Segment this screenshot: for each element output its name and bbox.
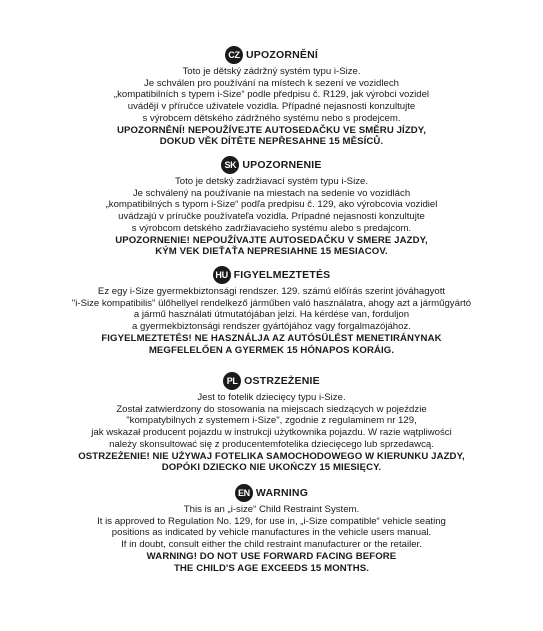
- body-line: s výrobcom detského zadržiavacieho systému alebo s predajcom.: [131, 222, 412, 234]
- warning-line: WARNING! DO NOT USE FORWARD FACING BEFORE: [146, 550, 397, 562]
- warning-line: KÝM VEK DIEŤAŤA NEPRESIAHNE 15 MESIACOV.: [155, 246, 388, 258]
- section-title: OSTRZEŻENIE: [244, 375, 320, 387]
- warning-line: MEGFELELŐEN A GYERMEK 15 HÓNAPOS KORÁIG.: [148, 344, 395, 356]
- language-badge-icon: EN: [235, 484, 253, 502]
- body-line: positions as indicated by vehicle manufactures in the vehicle users manual.: [111, 527, 432, 539]
- language-badge-icon: SK: [221, 156, 239, 174]
- body-line: a gyermekbiztonsági rendszer gyártójához vagy forgalmazójához.: [132, 321, 411, 333]
- body-line: należy skonsultować się z producentemfotelika dziecięcego lub sprzedawcą.: [109, 438, 434, 450]
- section-header: [0, 154, 543, 176]
- warning-line: OSTRZEŻENIE! NIE UŻYWAJ FOTELIKA SAMOCHODOWEGO W KIERUNKU JAZDY,: [78, 450, 465, 462]
- body-line: If in doubt, consult either the child restraint manufacturer or the retailer.: [121, 539, 422, 551]
- warning-line: THE CHILD'S AGE EXCEEDS 15 MONTHS.: [173, 562, 370, 574]
- body-line: uvádzajú v príručke používateľa vozidla. Prípadné nejasnosti konzultujte: [118, 211, 425, 223]
- body-line: This is an „i-size“ Child Restraint System.: [183, 504, 360, 515]
- body-line: Jest to fotelik dziecięcy typu i-Size.: [197, 392, 346, 403]
- warning-line: DOPÓKI DZIECKO NIE UKOŃCZY 15 MIESIĘCY.: [161, 462, 382, 474]
- language-badge-icon: HU: [213, 266, 231, 284]
- section-header: [0, 370, 543, 392]
- warning-section-hu: [0, 264, 543, 356]
- body-line: Je schválen pro používání na místech k sezení ve vozidlech: [144, 77, 399, 89]
- warning-line: UPOZORNENIE! NEPOUŽÍVAJTE AUTOSEDAČKU V SMERE JAZDY,: [115, 234, 428, 246]
- body-line: „kompatibilných s typom i-Size“ podľa predpisu č. 129, ako výrobcovia vozidiel: [105, 199, 438, 211]
- body-line: Ez egy i-Size gyermekbiztonsági rendszer. 129. számú előírás szerint jóváhagyott: [97, 286, 446, 297]
- section-title: UPOZORNENIE: [242, 159, 322, 171]
- body-line: s výrobcem dětského zádržného systému nebo s prodejcem.: [142, 112, 401, 124]
- warning-section-cz: [0, 44, 543, 148]
- language-badge-icon: PL: [223, 372, 241, 390]
- warning-line: DOKUD VĚK DÍTĚTE NEPŘESAHNE 15 MĚSÍCŮ.: [159, 136, 384, 148]
- body-line: jak wskazał producent pojazdu w instrukcji użytkownika pojazdu. W razie wątpliwości: [91, 427, 452, 439]
- body-line: Toto je dětský zádržný systém typu i-Size.: [182, 66, 361, 77]
- body-line: „kompatibilních s typem i-Size“ podle předpisu č. R129, jak výrobci vozidel: [113, 89, 430, 101]
- body-line: "i-Size kompatibilis" ülőhellyel rendelkező járműben való használatra, ahogy azt a járműgyártó: [71, 297, 472, 309]
- warning-section-en: [0, 482, 543, 574]
- warning-line: UPOZORNĚNÍ! NEPOUŽÍVEJTE AUTOSEDAČKU VE SMĚRU JÍZDY,: [116, 124, 427, 136]
- section-header: [0, 482, 543, 504]
- warning-line: FIGYELMEZTETÉS! NE HASZNÁLJA AZ AUTÓSÜLÉST MENETIRÁNYNAK: [101, 332, 442, 344]
- body-line: "kompatybilnych z systemem i-Size", zgodnie z regulaminem nr 129,: [126, 415, 417, 427]
- language-badge-icon: CZ: [225, 46, 243, 64]
- section-title: UPOZORNĚNÍ: [245, 49, 318, 61]
- body-line: It is approved to Regulation No. 129, for use in, „i-Size compatible“ vehicle seating: [97, 515, 446, 527]
- body-line: Został zatwierdzony do stosowania na miejscach siedzących w pojeździe: [116, 403, 427, 415]
- body-line: Je schválený na používanie na miestach na sedenie vo vozidlách: [132, 187, 411, 199]
- section-header: [0, 44, 543, 66]
- section-title: FIGYELMEZTETÉS: [233, 269, 331, 281]
- body-line: uvádějí v příručce uživatele vozidla. Případné nejasnosti konzultujte: [127, 101, 416, 113]
- body-line: Toto je detský zadržiavací systém typu i-Size.: [174, 176, 368, 187]
- warning-section-pl: [0, 370, 543, 474]
- warning-section-sk: [0, 154, 543, 258]
- section-header: [0, 264, 543, 286]
- section-title: WARNING: [255, 487, 309, 499]
- body-line: a jármű használati útmutatójában jelzi. Ha kérdése van, forduljon: [133, 309, 410, 321]
